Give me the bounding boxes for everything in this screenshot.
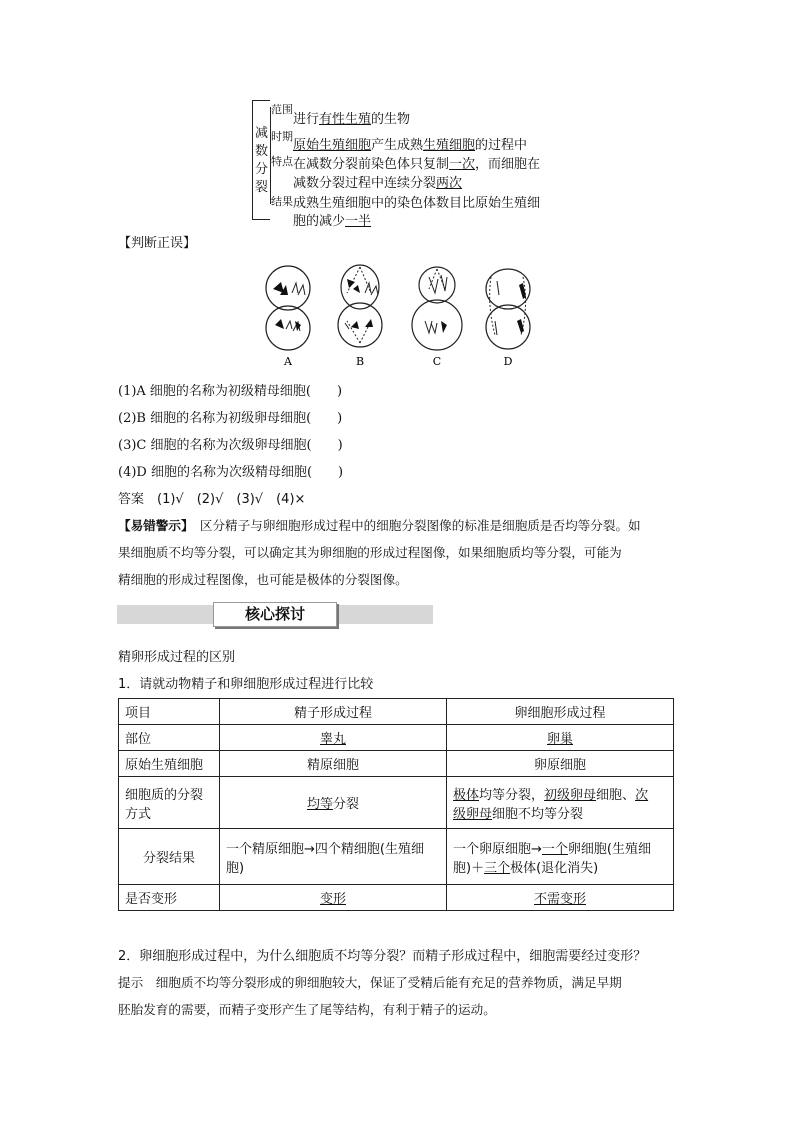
table-cell: 原始生殖细胞	[119, 751, 220, 777]
warning-line-2: 果细胞质不均等分裂，可以确定其为卵细胞的形成过程图像，如果细胞质均等分裂，可能为	[118, 545, 622, 560]
table-cell: 变形	[220, 885, 447, 911]
warning-line-3: 精细胞的形成过程图像，也可能是极体的分裂图像。	[118, 572, 408, 587]
table-cell: 分裂结果	[119, 829, 220, 885]
table-row	[119, 699, 674, 725]
cell-a	[266, 266, 310, 350]
figure-label-a: A	[284, 355, 292, 368]
table-cell: 细胞质的分裂 方式	[119, 777, 220, 829]
table-cell: 是否变形	[119, 885, 220, 911]
judge-item-3: (3)C 细胞的名称为次级卵母细胞( )	[118, 438, 343, 453]
table-cell: 不需变形	[447, 885, 674, 911]
concept-line: 胞的减少一半	[293, 214, 372, 229]
table-header-cell: 项目	[119, 699, 220, 725]
concept-title-char: 减	[255, 126, 269, 141]
table-cell: 均等分裂	[220, 777, 447, 829]
table-row	[119, 751, 674, 777]
concept-title-char: 数	[255, 144, 269, 159]
cell-d	[486, 269, 530, 349]
concept-label: 结果	[271, 195, 293, 208]
cell-division-figure	[255, 255, 555, 370]
table-row	[119, 777, 674, 829]
cell-c	[412, 267, 462, 350]
figure-label-c: C	[432, 355, 442, 368]
concept-line: 减数分裂过程中连续分裂两次	[293, 176, 463, 191]
concept-title-char: 分	[255, 162, 269, 177]
table-cell: 部位	[119, 725, 220, 751]
concept-line: 在减数分裂前染色体只复制一次，而细胞在	[293, 157, 541, 172]
table-cell: 卵原细胞	[447, 751, 674, 777]
table-cell: 精原细胞	[220, 751, 447, 777]
figure-label-b: B	[355, 355, 365, 368]
comparison-table	[118, 698, 674, 911]
hint-line-2: 胚胎发育的需要，而精子变形产生了尾等结构，有利于精子的运动。	[118, 1002, 496, 1017]
judge-answer: 答案 (1)√ (2)√ (3)√ (4)×	[118, 492, 306, 507]
warning-line-1: 【易错警示】 区分精子与卵细胞形成过程中的细胞分裂图像的标准是细胞质是否均等分裂。如	[118, 518, 641, 533]
table-row	[119, 829, 674, 885]
table-cell: 一个精原细胞→四个精细胞(生殖细 胞)	[220, 829, 447, 885]
concept-label: 时期	[271, 130, 293, 143]
hint-line-1: 提示 细胞质不均等分裂形成的卵细胞较大，保证了受精后能有充足的营养物质，满足早期	[118, 975, 622, 990]
table-row	[119, 885, 674, 911]
table-cell: 卵巢	[447, 725, 674, 751]
table-header-cell: 精子形成过程	[220, 699, 447, 725]
judge-item-1: (1)A 细胞的名称为初级精母细胞( )	[118, 384, 343, 399]
judge-heading: 【判断正误】	[118, 236, 197, 251]
section-title: 核心探讨	[213, 602, 337, 627]
concept-line: 成熟生殖细胞中的染色体数目比原始生殖细	[293, 196, 541, 211]
judge-item-2: (2)B 细胞的名称为初级卵母细胞( )	[118, 411, 343, 426]
subheading: 精卵形成过程的区别	[118, 650, 236, 665]
table-cell: 极体均等分裂，初级卵母细胞、次 级卵母细胞不均等分裂	[447, 777, 674, 829]
table-cell: 一个卵原细胞→一个卵细胞(生殖细 胞)＋三个极体(退化消失)	[447, 829, 674, 885]
judge-item-4: (4)D 细胞的名称为次级精母细胞( )	[118, 465, 344, 480]
table-header-cell: 卵细胞形成过程	[447, 699, 674, 725]
table-cell: 睾丸	[220, 725, 447, 751]
cell-b	[338, 265, 382, 347]
concept-label: 范围	[271, 103, 293, 116]
concept-title-char: 裂	[255, 180, 269, 195]
warning-tag: 【易错警示】	[118, 518, 188, 533]
table-row	[119, 725, 674, 751]
concept-line: 原始生殖细胞产生成熟生殖细胞的过程中	[293, 138, 528, 153]
concept-label: 特点	[271, 155, 293, 168]
figure-label-d: D	[503, 355, 513, 368]
question-2: 2．卵细胞形成过程中，为什么细胞质不均等分裂？而精子形成过程中，细胞需要经过变形？	[118, 949, 647, 964]
question-1: 1．请就动物精子和卵细胞形成过程进行比较	[118, 677, 374, 692]
concept-line: 进行有性生殖的生物	[293, 112, 411, 127]
